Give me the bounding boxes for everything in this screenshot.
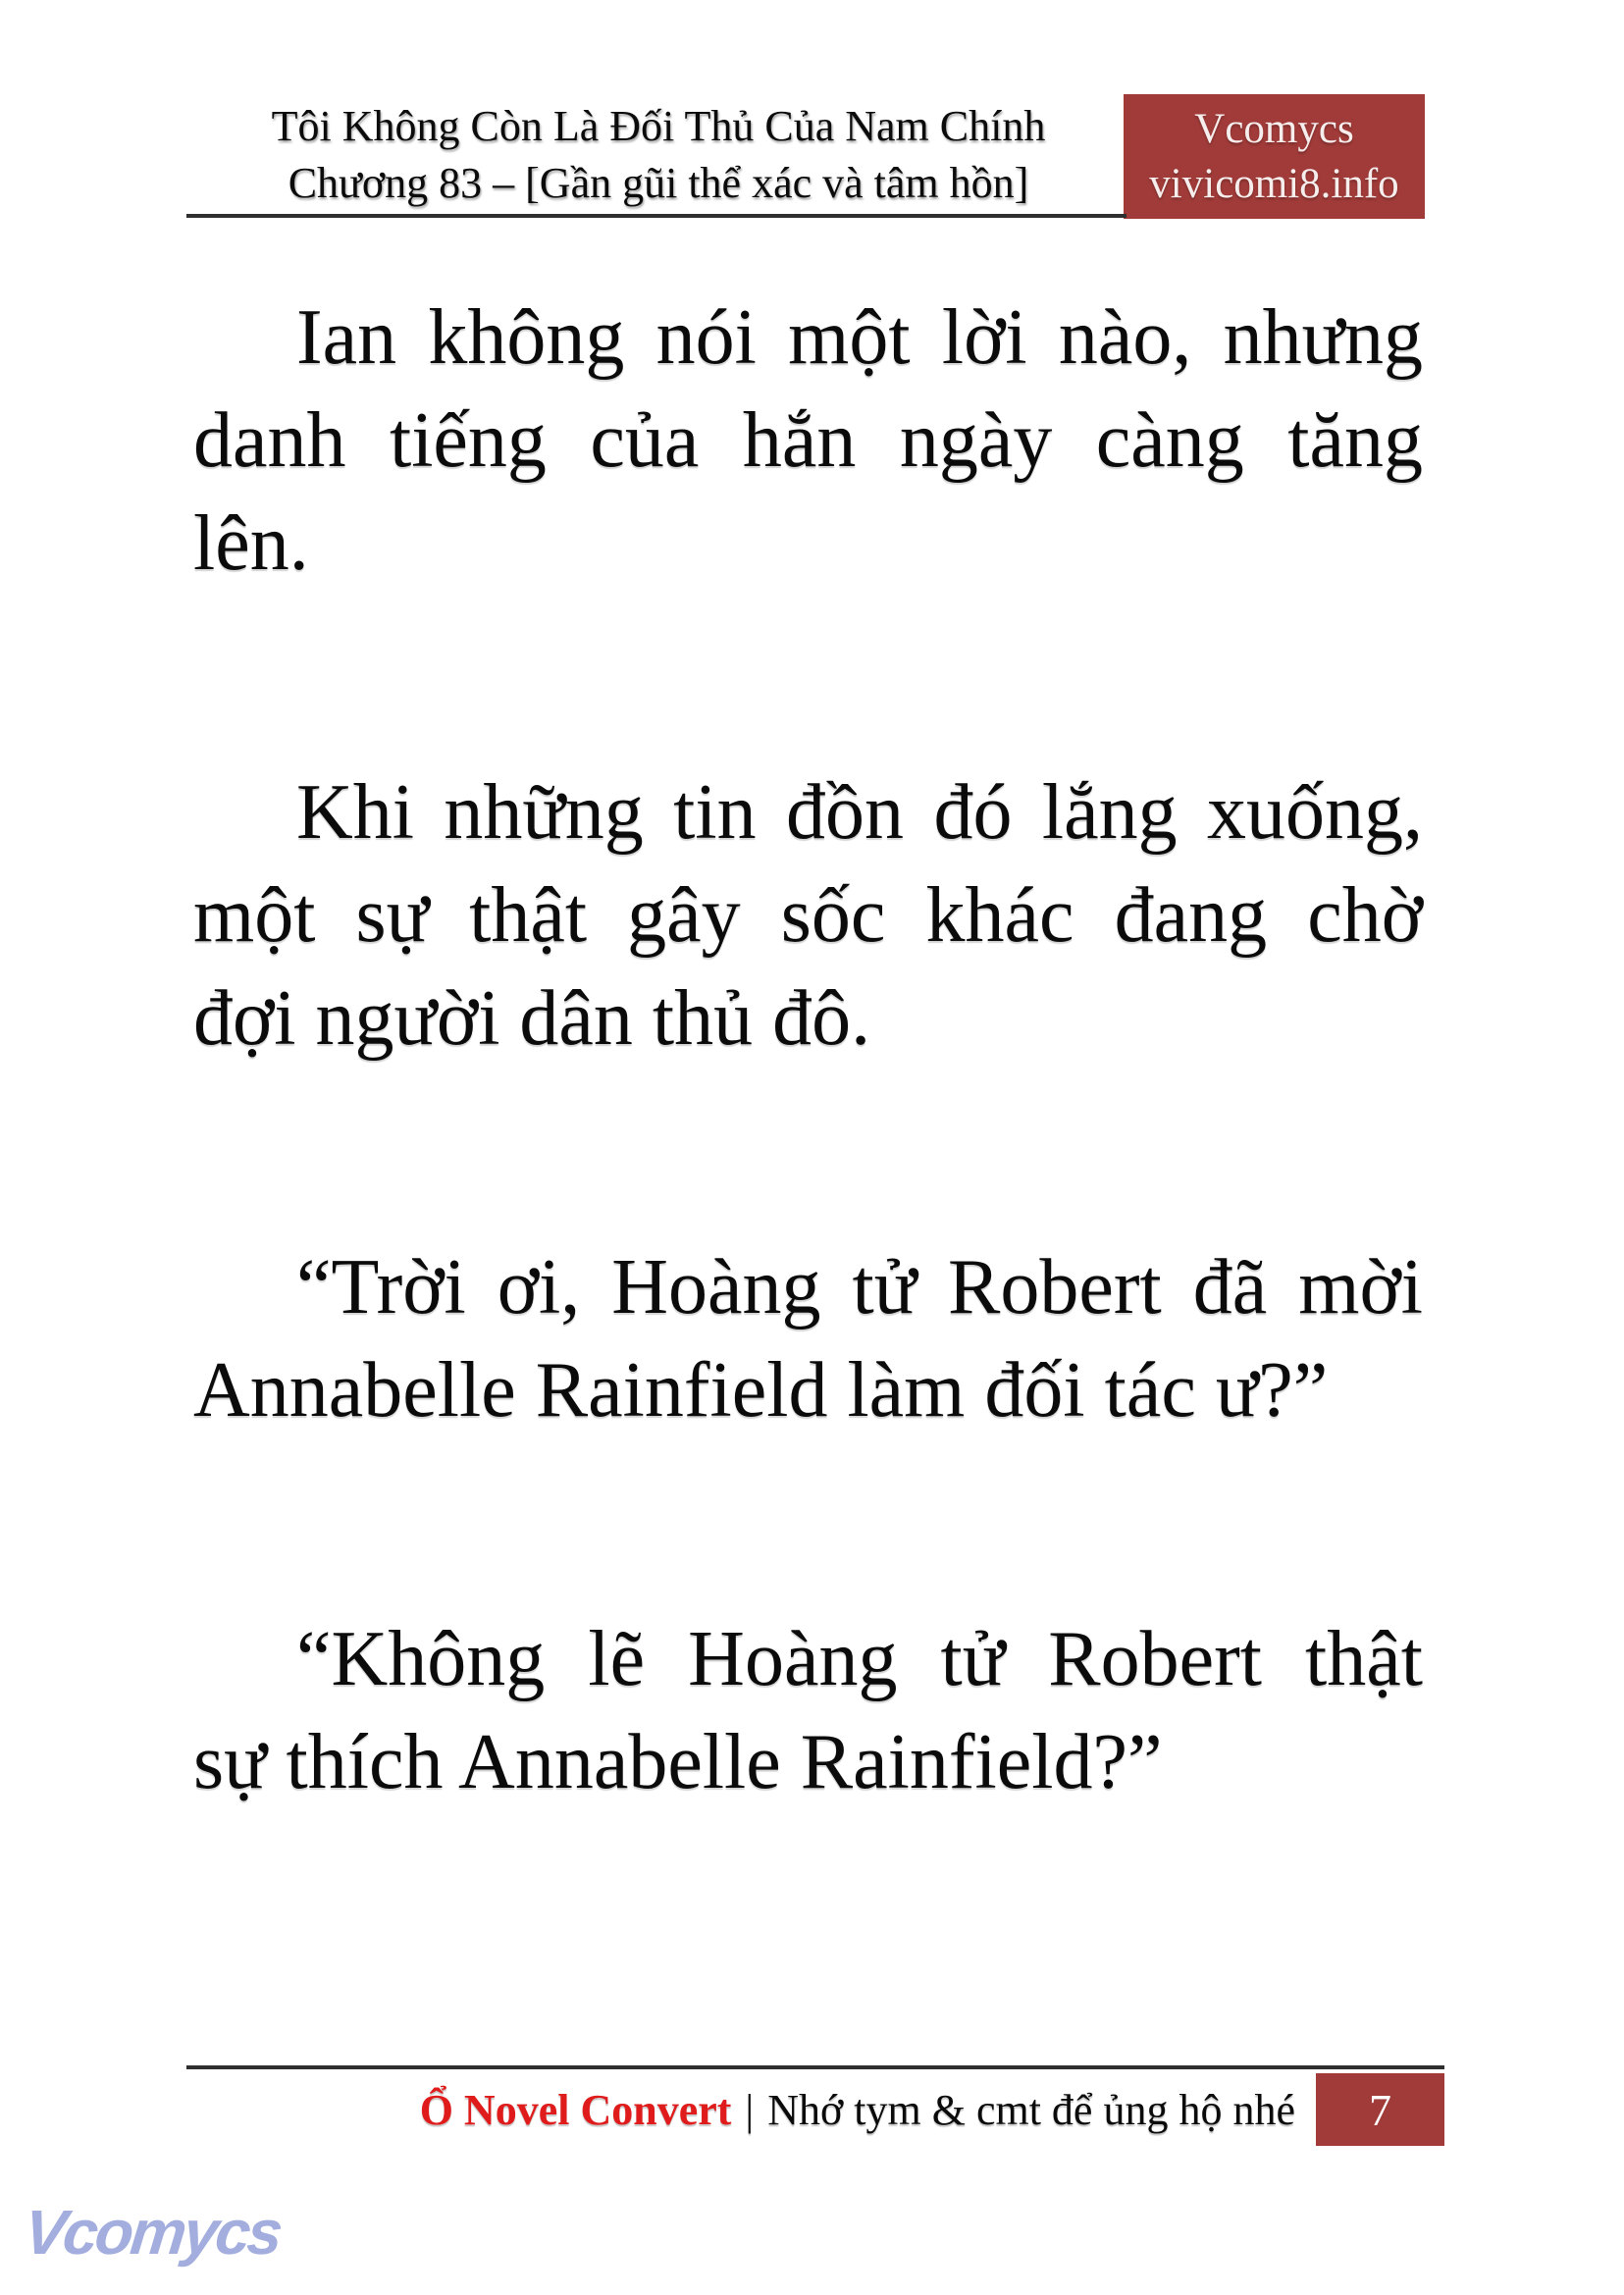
text-line: Ian không nói một lời nào, nhưng [296, 294, 1423, 381]
text-line: Khi những tin đồn đó lắng xuống, [296, 769, 1423, 856]
publisher-name: Vcomycs [1194, 105, 1354, 152]
text-line: danh tiếng của hắn ngày càng tăng [193, 397, 1423, 484]
footer-divider [186, 2065, 1444, 2069]
page-number-badge [1316, 2073, 1444, 2146]
paragraph [193, 1236, 1423, 1442]
page-footer [193, 2073, 1444, 2146]
publisher-url: vivicomi8.info [1149, 160, 1399, 207]
series-title: Tôi Không Còn Là Đối Thủ Của Nam Chính [271, 102, 1046, 150]
paragraph [193, 761, 1423, 1070]
paragraph [193, 1608, 1423, 1814]
text-line: “Không lẽ Hoàng tử Robert thật [296, 1616, 1423, 1702]
text-line: sự thích Annabelle Rainfield?” [193, 1719, 1163, 1805]
footer-message: Nhớ tym & cmt để ủng hộ nhé [767, 2085, 1295, 2134]
vcomycs-watermark-logo: Vcomycs [21, 2197, 284, 2268]
publisher-badge [1124, 94, 1425, 219]
chapter-title [193, 94, 1124, 219]
page-header [193, 94, 1425, 219]
text-line: Annabelle Rainfield làm đối tác ư?” [193, 1347, 1329, 1434]
text-line: đợi người dân thủ đô. [193, 975, 871, 1062]
header-divider [186, 214, 1126, 218]
footer-separator: | [745, 2085, 755, 2134]
paragraph [193, 287, 1423, 596]
page-number: 7 [1369, 2084, 1391, 2135]
chapter-subtitle: Chương 83 – [Gần gũi thể xác và tâm hồn] [288, 159, 1029, 207]
text-line: lên. [193, 500, 309, 587]
text-line: một sự thật gây sốc khác đang chờ [193, 872, 1423, 959]
body-text [193, 287, 1423, 1980]
text-line: “Trời ơi, Hoàng tử Robert đã mời [296, 1244, 1423, 1330]
converter-brand: Ổ Novel Convert [419, 2085, 732, 2134]
